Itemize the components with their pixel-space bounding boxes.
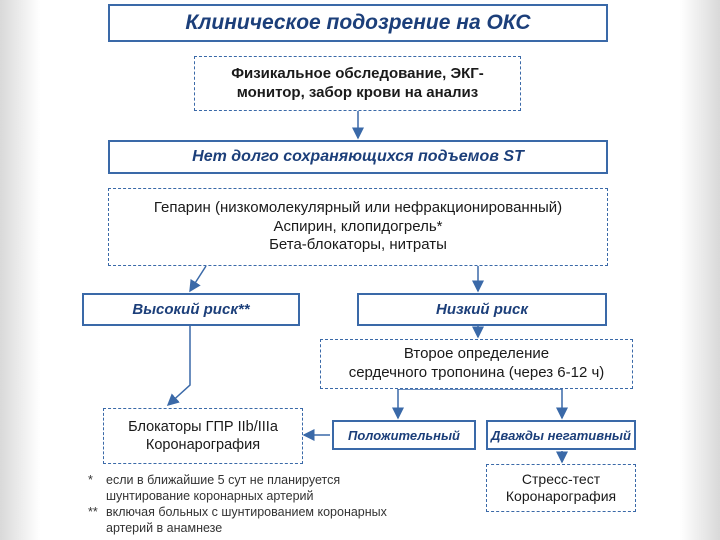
double-negative-box [486, 420, 636, 450]
arrow-therapy-to-high [190, 266, 206, 291]
exam-line-2: монитор, забор крови на анализ [236, 83, 479, 101]
troponin-box [320, 339, 633, 389]
footnote-2 [88, 505, 387, 536]
therapy-line-1: Гепарин (низкомолекулярный или нефракционированный) [153, 198, 563, 216]
footnote-2-mark: ** [88, 505, 98, 519]
high-risk-box [82, 293, 300, 326]
stress-line-2: Коронарография [505, 488, 617, 504]
footnote-1-line-1: если в ближайшие 5 сут не планируется [106, 473, 341, 487]
stress-line-1: Стресс-тест [521, 470, 601, 487]
footnote-2-line-2: артерий в анамнезе [106, 520, 223, 535]
arrow-high-to-blockers [168, 326, 190, 405]
left-shadow [0, 0, 40, 540]
troponin-line-2: сердечного тропонина (через 6-12 ч) [348, 364, 605, 381]
exam-box [194, 56, 521, 111]
therapy-line-3: Бета-блокаторы, нитраты [269, 236, 447, 254]
footnote-1-line-2: шунтирование коронарных артерий [106, 488, 314, 503]
troponin-line-1: Второе определение [403, 345, 550, 363]
double-negative-text: Дважды негативный [491, 427, 631, 443]
blockers-line-2: Коронарография [145, 437, 261, 453]
therapy-line-2: Аспирин, клопидогрель* [273, 217, 443, 235]
title-text: Клиническое подозрение на ОКС [185, 11, 531, 34]
positive-text: Положительный [348, 427, 460, 443]
low-risk-box [357, 293, 607, 326]
exam-line-1: Физикальное обследование, ЭКГ- [231, 64, 484, 82]
footnote-1-mark: * [88, 473, 93, 487]
right-shadow [680, 0, 720, 540]
stress-box [486, 464, 636, 512]
footnote-2-line-1: включая больных с шунтированием коронарных [106, 505, 387, 519]
therapy-box [108, 188, 608, 266]
low-risk-text: Низкий риск [435, 301, 528, 318]
positive-box [332, 420, 476, 450]
blockers-line-1: Блокаторы ГПР IIb/IIIa [128, 418, 278, 435]
no-st-box [108, 140, 608, 174]
high-risk-text: Высокий риск** [132, 301, 250, 318]
no-st-text: Нет долго сохраняющихся подъемов ST [192, 148, 524, 165]
blockers-box [103, 408, 303, 464]
arrow-troponin-to-negative [475, 389, 562, 418]
footnote-1 [88, 473, 340, 504]
arrow-troponin-to-positive [398, 389, 475, 418]
title-box [108, 4, 608, 42]
